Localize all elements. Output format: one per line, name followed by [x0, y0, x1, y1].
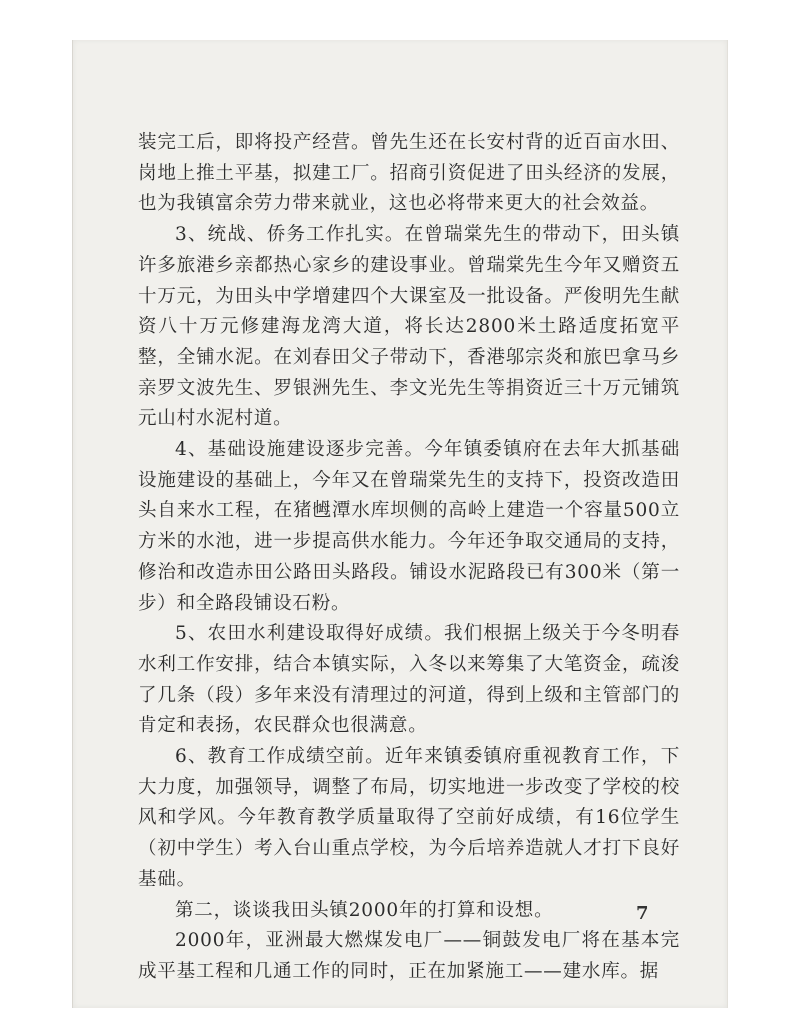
- page-number: 7: [636, 903, 649, 924]
- paragraph-education: 6、教育工作成绩空前。近年来镇委镇府重视教育工作，下大力度，加强领导，调整了布局，切实地进一步改变了学校的校风和学风。今年教育教学质量取得了空前好成绩，有16位学生（初中学生）考入台山重点学校，为今后培养造就人才打下良好基础。: [138, 746, 680, 890]
- paragraph-infrastructure: 4、基础设施建设逐步完善。今年镇委镇府在去年大抓基础设施建设的基础上，今年又在曾瑞棠先生的支持下，投资改造田头自来水工程，在猪乸潭水库坝侧的高岭上建造一个容量500立方米的水池，进一步提高供水能力。今年还争取交通局的支持，修治和改造赤田公路田头路段。铺设水泥路段已有300米（第一步）和全路段铺设石粉。: [138, 439, 680, 614]
- paragraph-power-plant: 2000年，亚洲最大燃煤发电厂——铜鼓发电厂将在基本完成平基工程和几通工作的同时，正在加紧施工——建水库。据: [138, 930, 680, 982]
- paragraph-united-front: 3、统战、侨务工作扎实。在曾瑞棠先生的带动下，田头镇许多旅港乡亲都热心家乡的建设事业。曾瑞棠先生今年又赠资五十万元，为田头中学增建四个大课室及一批设备。严俊明先生献资八十万元修建海龙湾大道，将长达2800米土路适度拓宽平整，全铺水泥。在刘春田父子带动下，香港邬宗炎和旅巴拿马乡亲罗文波先生、罗银洲先生、李文光先生等捐资近三十万元铺筑元山村水泥村道。: [138, 224, 680, 430]
- paragraph-continuation: 装完工后，即将投产经营。曾先生还在长安村背的近百亩水田、岗地上推土平基，拟建工厂。招商引资促进了田头经济的发展，也为我镇富余劳力带来就业，这也必将带来更大的社会效益。: [138, 132, 680, 215]
- body-text: [138, 128, 680, 988]
- paragraph-water-conservancy: 5、农田水利建设取得好成绩。我们根据上级关于今冬明春水利工作安排，结合本镇实际，入冬以来筹集了大笔资金，疏浚了几条（段）多年来没有清理过的河道，得到上级和主管部门的肯定和表扬，农民群众也很满意。: [138, 623, 680, 737]
- section-heading-2000-plans: 第二，谈谈我田头镇2000年的打算和设想。: [175, 899, 554, 921]
